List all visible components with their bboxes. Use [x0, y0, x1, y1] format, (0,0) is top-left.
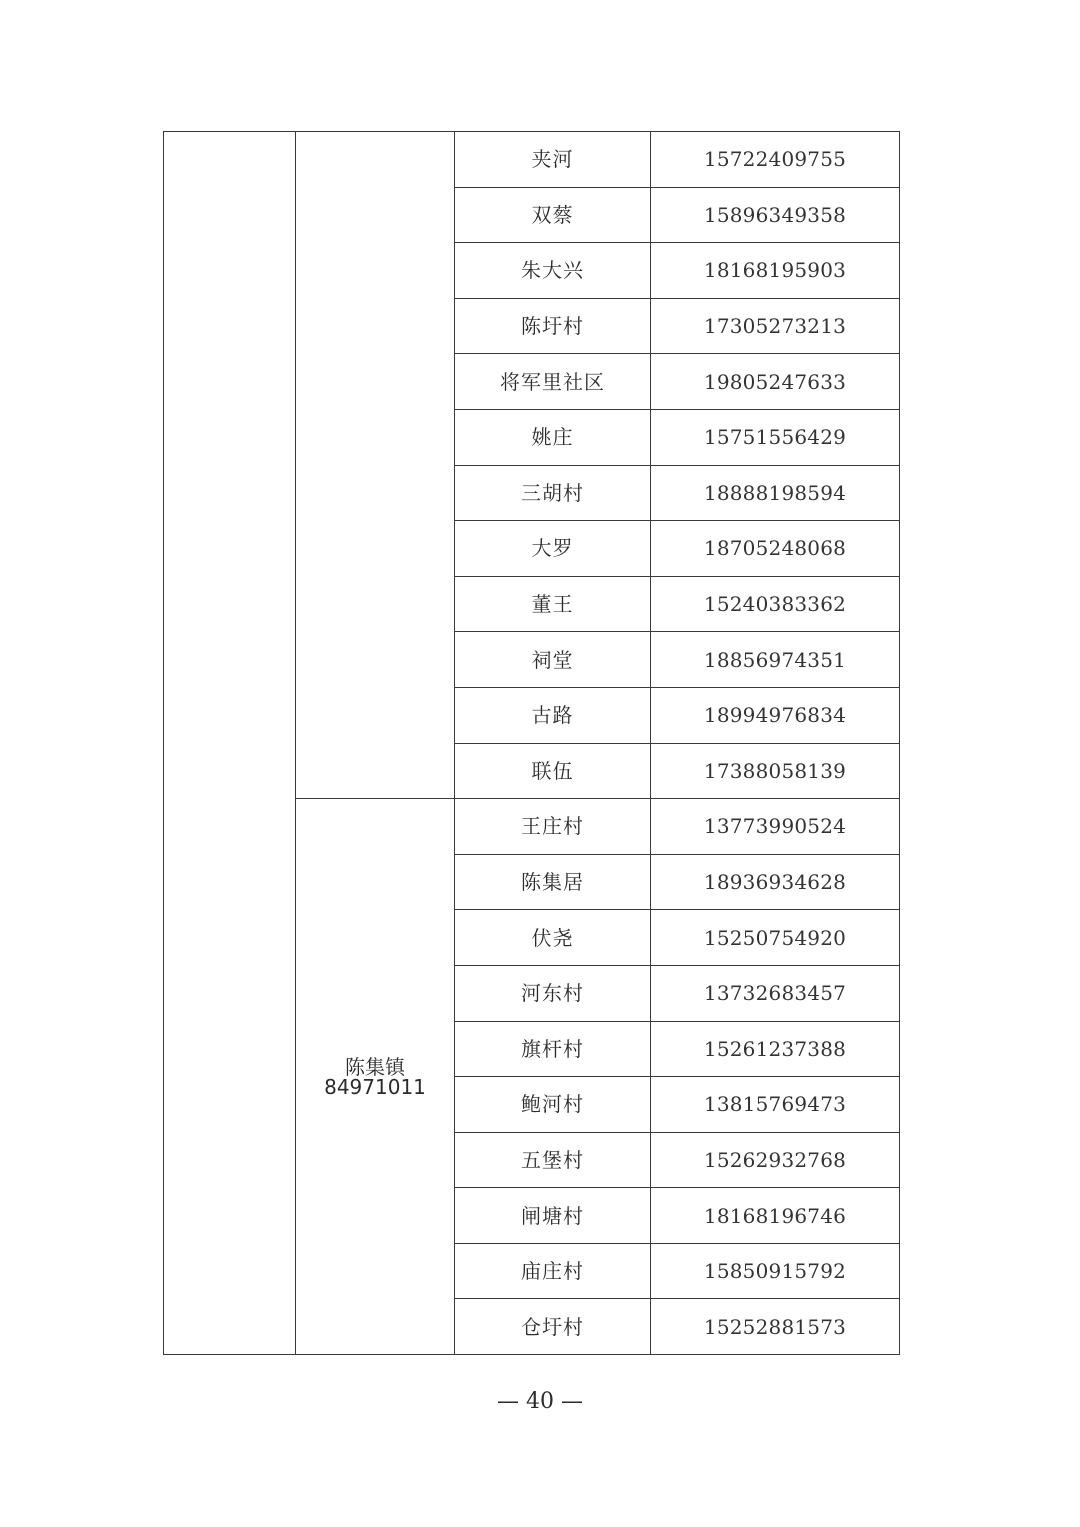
- table-body: [164, 132, 900, 1355]
- page-number: — 40 —: [497, 1389, 583, 1414]
- village-name: 伏尧: [455, 910, 651, 966]
- village-phone: 13773990524: [651, 799, 900, 855]
- village-phone: 13815769473: [651, 1077, 900, 1133]
- village-name: 董王: [455, 576, 651, 632]
- village-name: 夹河: [455, 132, 651, 188]
- village-phone: 17305273213: [651, 298, 900, 354]
- village-phone: 18705248068: [651, 521, 900, 577]
- village-name: 闸塘村: [455, 1188, 651, 1244]
- village-name: 王庄村: [455, 799, 651, 855]
- village-name: 双蔡: [455, 187, 651, 243]
- town-phone: 84971011: [324, 1074, 426, 1099]
- village-phone: 15250754920: [651, 910, 900, 966]
- village-phone: 18936934628: [651, 854, 900, 910]
- village-name: 姚庄: [455, 409, 651, 465]
- village-phone: 18168195903: [651, 243, 900, 299]
- contact-table: [163, 131, 900, 1355]
- town-name: 陈集镇: [345, 1054, 405, 1079]
- village-phone: 17388058139: [651, 743, 900, 799]
- village-name: 旗杆村: [455, 1021, 651, 1077]
- town-cell-blank: [296, 132, 455, 799]
- village-phone: 15751556429: [651, 409, 900, 465]
- village-name: 陈圩村: [455, 298, 651, 354]
- table-row: [164, 132, 900, 188]
- village-phone: 19805247633: [651, 354, 900, 410]
- village-name: 祠堂: [455, 632, 651, 688]
- village-name: 联伍: [455, 743, 651, 799]
- village-phone: 15261237388: [651, 1021, 900, 1077]
- village-phone: 13732683457: [651, 965, 900, 1021]
- village-phone: 15240383362: [651, 576, 900, 632]
- county-cell: [164, 132, 296, 1355]
- village-phone: 18856974351: [651, 632, 900, 688]
- village-name: 朱大兴: [455, 243, 651, 299]
- village-name: 五堡村: [455, 1132, 651, 1188]
- village-phone: 18994976834: [651, 687, 900, 743]
- village-name: 陈集居: [455, 854, 651, 910]
- village-name: 古路: [455, 687, 651, 743]
- village-phone: 15252881573: [651, 1299, 900, 1355]
- village-name: 鲍河村: [455, 1077, 651, 1133]
- village-name: 河东村: [455, 965, 651, 1021]
- village-name: 三胡村: [455, 465, 651, 521]
- village-phone: 15850915792: [651, 1243, 900, 1299]
- village-phone: 18168196746: [651, 1188, 900, 1244]
- village-phone: 18888198594: [651, 465, 900, 521]
- village-phone: 15896349358: [651, 187, 900, 243]
- village-name: 大罗: [455, 521, 651, 577]
- village-phone: 15262932768: [651, 1132, 900, 1188]
- village-phone: 15722409755: [651, 132, 900, 188]
- village-name: 将军里社区: [455, 354, 651, 410]
- town-cell: [296, 799, 455, 1355]
- village-name: 庙庄村: [455, 1243, 651, 1299]
- village-name: 仓圩村: [455, 1299, 651, 1355]
